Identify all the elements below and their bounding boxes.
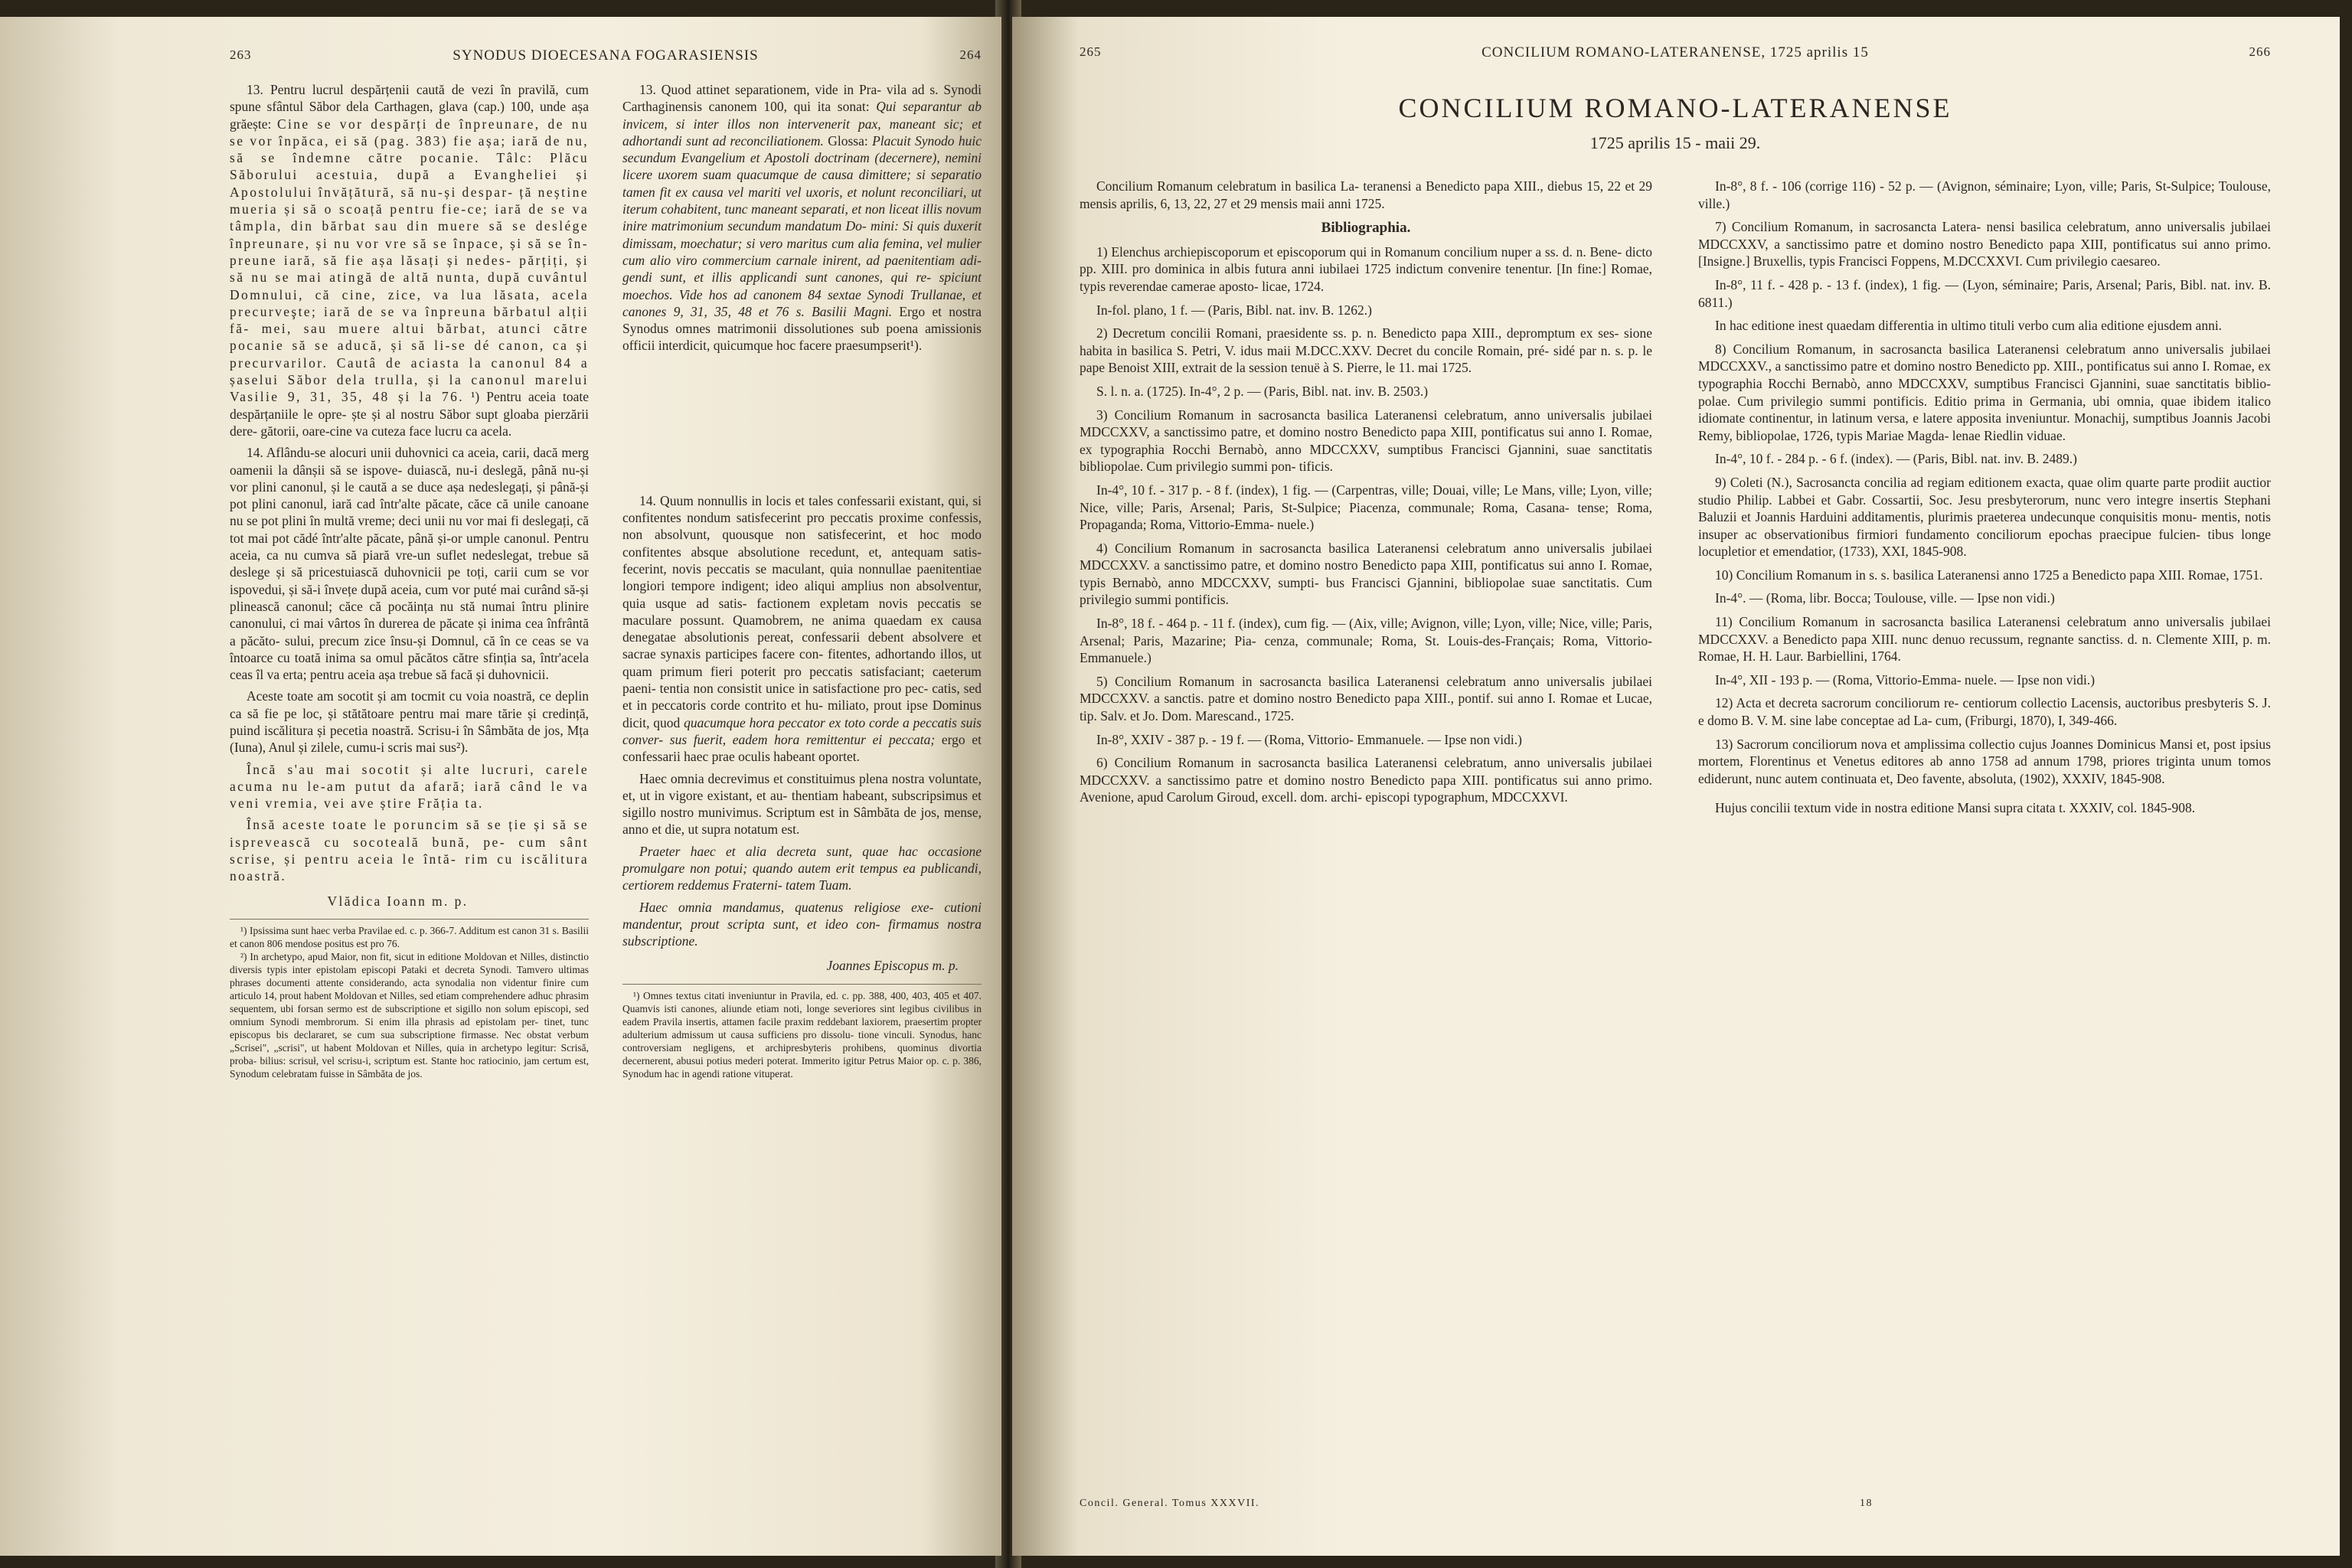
bib-edition: In-8°, 11 f. - 428 p. - 13 f. (index), 1 fig. — (Lyon, séminaire; Paris, Arsenal; Paris, Bibl. nat. inv. B. 6811.) xyxy=(1698,276,2271,310)
running-head-title: CONCILIUM ROMANO-LATERANENSE, 1725 aprilis 15 xyxy=(1481,44,1869,60)
bib-entry: 8) Concilium Romanum, in sacrosancta basilica Lateranensi celebratum anno universalis jubilaei MDCCXXV., a sanctissimo patre et domino nostro Benedicto pp. XIII., pontificatus sui anno I. Romae, ex typographia Rocchi Bernabò, anno MDCCXXV, sumptibus Francisci Gjannini, suae sanctitatis biblio- polae. Cum privilegio summi pontificis. Editio prima in Germania, ubi omnia, quae ibidem italico idiomate continentur, in latinum versa, e latere apposita inveniuntur. Monachij, sumptibus Joannis Jacobi Remy, bibliopolae, 1726, typis Mariae Magda- lenae Riedlin viduae. xyxy=(1698,341,2271,443)
bib-entry: 2) Decretum concilii Romani, praesidente ss. p. n. Benedicto papa XIII., depromptum ex ses- sione habita in basilica S. Petri, V. idus maii M.DCC.XXV. Decret du concile Romain, pré- sidé par n. s. p. le pape Benoist XIII, extrait de la session tenuë à S. Pierre, le 11. mai 1725. xyxy=(1080,325,1652,376)
footnote: ²) In archetypo, apud Maior, non fit, sicut in editione Moldovan et Nilles, distinctio diversis typis inter epistolam episcopi Pataki et decreta Synodi. Tamvero ultimas phrases documenti attente considerando, acta synodalia non videntur finire cum articulo 14, prout habent Moldovan et Nilles, sed etiam comprehendere adhuc phrasim sequentem, ubi forsan sermo est de subscriptione et sigillo non solum episcopi, sed omnium Synodi membrorum. Si enim illa phrasis ad epistolam per- tinet, tunc episcopus bis declararet, se cum sua subscriptione firmasse. Nec obstat verbum „Scrisei", „scrisi", ut habent Moldovan et Nilles, quia in archetypo legitur: Scrisă, proba- bilius: scrisuł, vel scrisu-i, scriptum est. Stante hoc ratiocinio, jam certum est, Synodum celebratam fuisse in Sâmbăta de jos. xyxy=(230,950,589,1080)
page-footer xyxy=(1080,1498,2271,1510)
bib-edition: In-fol. plano, 1 f. — (Paris, Bibl. nat. inv. B. 1262.) xyxy=(1096,302,1373,318)
bib-entry: 10) Concilium Romanum in s. s. basilica Lateranensi anno 1725 a Benedicto papa XIII. Romae, 1751. xyxy=(1715,567,2263,583)
paragraph: Haec omnia decrevimus et constituimus plena nostra voluntate, et, ut in vigore existant, et au- thentiam habeant, subscripsimus et sigillo nostro munivimus. Scriptum est in Sâmbăta de jos, mense, anno et die, ut supra notatum est. xyxy=(622,770,982,838)
bib-entry: 12) Acta et decreta sacrorum conciliorum re- centiorum collectio Lacensis, auctoribus presbyteris S. J. e domo B. V. M. sine labe conceptae ad La- cum, (Friburgi, 1870), I, 349-466. xyxy=(1698,695,2271,729)
running-head-title: SYNODUS DIOECESANA FOGARASIENSIS xyxy=(452,47,759,64)
paragraph: Însă aceste toate le poruncim să se ție și să se isprevească cu socoteală bună, pe- cum sânt scrise, și pentru aceia le întă- rim cu iscălitura noastră. xyxy=(230,817,589,884)
page-subtitle: 1725 aprilis 15 - maii 29. xyxy=(1589,133,1761,152)
running-head xyxy=(230,47,982,64)
paragraph: Concilium Romanum celebratum in basilica La- teranensi a Benedicto papa XIII., diebus 15, 22 et 29 mensis aprilis, 6, 13, 22, 27 et 29 mensis maii anni 1725. xyxy=(1080,178,1652,211)
spaced-text: Cine se vor despărți de înpreunare, de nu se vor înpăca, ei să (pag. 383) fie așa; iară de nu, să se îndemne către pocanie. Tâlc: Plăcu Săborului acestuia, după a Evangheliei și Apostolului învățătură, să nu-și despar- ță neștine mueria și să o scoață pentru fie-ce; iară de se va tâmpla, din bărbat sau din muere să se deslége înpreunare, și nu vor vre să se înpace, și să se în- preune iară, să fie așa lăsați și nedes- părțiți, și să nu se mai atingă de altă nunta, după cuvântul Domnului, că cine, zice, va lua lăsata, acela precurveşte; iară de se va înpreuna bărbatul alții fă- mei, sau muere altui bărbat, atunci către pocanie să se aducă, și să li-se dé canon, ca și precurvarilor. Cautâ de aciasta la canonul 84 a șaselui Săbor dela trulla, și la canonul marelui Vasilie 9, 31, 35, 48 și la 76. xyxy=(230,116,590,405)
italic-text: Qui separantur ab invicem, si inter illos non intervenerit pax, maneant sic; et adhortandi sunt ad reconciliationem. xyxy=(622,99,982,149)
paragraph: 13. Quod attinet separationem, vide in Pra- vila ad s. Synodi Carthaginensis canonem 100, qui ita sonat: xyxy=(622,82,982,115)
paragraph: ergo et confessarii haec prae oculis habeant oportet. xyxy=(622,731,982,765)
bib-entry: 6) Concilium Romanum in sacrosancta basilica Lateranensi celebratum, anno universalis jubilaei MDCCXXV. a sanctissimo patre et domino nostro Benedicto papa XIII. pontificatus sui anno primo. Avenione, apud Carolum Giroud, excell. dom. archi- episcopi typographum, MDCCXXVI. xyxy=(1080,755,1652,805)
right-page xyxy=(1012,17,2340,1556)
bib-entry: 7) Concilium Romanum, in sacrosancta Latera- nensi basilica celebratum, anno universalis jubilaei MDCCXXV, a sanctissimo patre et domino nostro Benedicto papa XIII, pontificatus sui anno primo. [Insigne.] Bruxellis, typis Francisci Foppens, M.DCCXXVI. Cum privilegio caesareo. xyxy=(1698,219,2271,270)
italic-text: Placuit Synodo huic secundum Evangelium et Apostoli doctrinam (decernere), nemini licere uxorem suam quacumque de causa dimittere; si separatio tamen fit ex causa vel mariti vel uxoris, et nolunt reconciliari, ut iterum cohabitent, tunc maneant separati, et non liceat illis novum inire matrimonium secundum mandatum Do- mini: Si quis duxerit dimissam, moechatur; si vero maritus cum alia femina, vel mulier cum alio viro commercium carnale inirent, ad paenitentiam adi- gendi sunt, et illis applicandi sunt canones, qui re- spiciunt moechos. Vide hos ad canonem 84 sextae Synodi Trullanae, et canones 9, 31, 35, 48 et 76 s. Basilii Magni. xyxy=(622,132,982,319)
bib-edition: In-4°, XII - 193 p. — (Roma, Vittorio-Emma- nuele. — Ipse non vidi.) xyxy=(1715,671,2096,688)
romanian-column xyxy=(230,81,589,1080)
paragraph: Glossa: xyxy=(828,132,868,149)
footer-title: Concil. General. Tomus XXXVII. xyxy=(1080,1498,1260,1509)
bib-edition: In-4°, 10 f. - 317 p. - 8 f. (index), 1 fig. — (Carpentras, ville; Douai, ville; Le Mans, ville; Lyon, ville; Nice, ville; Paris, Arsenal; Paris, St-Sulpice; Piacenza, communale; Roma, Casana- tense; Roma, Propaganda; Roma, Vittorio-Emma- nuele.) xyxy=(1080,482,1652,533)
footnotes xyxy=(230,919,589,1080)
bibliography-column-1 xyxy=(1080,178,1652,823)
closing-note: Hujus concilii textum vide in nostra editione Mansi supra citata t. XXXIV, col. 1845-908. xyxy=(1715,800,2196,816)
page-number: 266 xyxy=(2249,44,2271,59)
signature: Joannes Episcopus m. p. xyxy=(826,958,959,974)
bib-entry: 4) Concilium Romanum in sacrosancta basilica Lateranensi celebratum anno universalis jubilaei MDCCXXV. a sanctissimo patre, et domino nostro Benedicto papa XIII, pontificatus sui anno I. Romae, typis Bernabò, anno MDCCXXV, sumpti- bus Francisci Gjannini, bibliopolae suae sanctitatis. Cum privilegio summi pontificis. xyxy=(1080,540,1652,608)
bib-edition: S. l. n. a. (1725). In-4°, 2 p. — (Paris, Bibl. nat. inv. B. 2503.) xyxy=(1096,383,1429,399)
paragraph: 14. Quum nonnullis in locis et tales confessarii existant, qui, si confitentes nondum satisfecerint pro peccatis proxime confessis, non absolvunt, quousque non satisfecerint, et hoc modo confitentes absque absolutione recedunt, et, antequam satis- fecerint, novis peccatis se maculant, quia nonnullae paenitentiae longiori tempore indigent; ideo aliqui amplius non absolventur, quia usque ad satis- factionem expletam novis peccatis se maculare possunt. Quamobrem, ne anima quaedam ex causa denegatae absolutionis pereat, confessarii debent absolvere et sacrae synaxis participes facere con- fitentes, adhortando illos, ut quam primum fieri poterit pro peccatis satisfaciant; caeterum paeni- tentia non consistit unice in satisfactione pro pec- catis, sed et in peccatoris corde contrito et hu- miliato, prout ipse Dominus dicit, quod xyxy=(622,492,982,730)
page-number: 264 xyxy=(959,47,982,62)
paragraph: ¹) Pentru aceia toate despărțaniile le opre- ște și al nostru Săbor supt gloaba pierzării dere- gătorii, oare-cine va cuteza face lucru ca acela. xyxy=(230,389,589,439)
bib-edition: In-4°, 10 f. - 284 p. - 6 f. (index). — (Paris, Bibl. nat. inv. B. 2489.) xyxy=(1715,451,2077,467)
paragraph: 13. Pentru lucrul despărțenii caută de vezi în pravilă, cum spune sfântul Săbor dela Carthagen, glava (cap.) 100, unde așa grăește: xyxy=(230,82,589,132)
left-page xyxy=(0,17,1001,1556)
bib-entry: 5) Concilium Romanum in sacrosancta basilica Lateranensi celebratum anno universalis jubilaei MDCCXXV. a sanctis. patre et domino nostro Benedicto papa XIII., pontif. sui anno I. Romae et Lucae, tip. Salv. et Jo. Dom. Marescand., 1725. xyxy=(1080,673,1652,724)
signature-mark: 18 xyxy=(1860,1498,1873,1509)
two-columns xyxy=(1080,178,2271,823)
paragraph: 14. Aflându-se alocuri unii duhovnici ca aceia, carii, dacă merg oamenii la dânșii să se ispove- duiască, nu-i deslegă, până nu-și vor plini canonul, și le caută a se duce așa nedeslegați, și până-și pot plini canonul, iară cad într'alte păcate, căce că unile canoane nu se pot plini în multă vreme; deci unii nu vor mai fi deslegați, că tot mai pot cădé într'alte păcate, până și-or umple canonul. Pentru aceia, ca nu cumva să piară vre-un suflet nedeslegat, trebue să deslege și să pricestuiască duhovnicii pe toți, carii cum se vor ispovedui, și să-i învețe după aceia, cum vor puté mai curând să-și plinească canonul; căce că pocăința nu stă numai întru plinire canonului, ci mai vârtos în durerea de păcate și inima cea înfrântă a păcăto- sului, precum zice însu-și Domnul, că în ce ceas se va întoarce cu toată inima sa omul păcătos către sfinția sa, într'acela ceas îl va erta; pentru aceia așa trebue să facă și duhovnicii. xyxy=(230,445,589,683)
two-columns xyxy=(230,81,982,1080)
bib-edition: In-8°, 8 f. - 106 (corrige 116) - 52 p. — (Avignon, séminaire; Lyon, ville; Paris, St-Sulpice; Toulouse, ville.) xyxy=(1698,178,2271,211)
paragraph: Haec omnia mandamus, quatenus religiose exe- cutioni mandentur, prout scripta sunt, et ideo con- firmamus nostra subscriptione. xyxy=(622,899,982,949)
footnote: ¹) Ipsissima sunt haec verba Pravilae ed. c. p. 366-7. Additum est canon 31 s. Basilii et canon 806 mendose positus est pro 76. xyxy=(230,924,589,949)
page-number: 263 xyxy=(230,47,252,62)
bib-edition: In-4°. — (Roma, libr. Bocca; Toulouse, ville. — Ipse non vidi.) xyxy=(1715,590,2055,606)
page-number: 265 xyxy=(1080,44,1102,59)
bib-edition: In-8°, 18 f. - 464 p. - 11 f. (index), cum fig. — (Aix, ville; Avignon, ville; Lyon, ville; Nice, ville; Paris, Arsenal; Paris, Mazarine; Pia- cenza, communale; Roma, St. Louis-des-Français; Roma, Vittorio-Emmanuele.) xyxy=(1080,616,1652,666)
bib-edition: In-8°, XXIV - 387 p. - 19 f. — (Roma, Vittorio- Emmanuele. — Ipse non vidi.) xyxy=(1096,731,1522,747)
paragraph: Încă s'au mai socotit și alte lucruri, carele acuma nu le-am putut da afară; iară când le va veni vremia, vei ave știre Frăția ta. xyxy=(230,761,589,812)
bib-entry: 13) Sacrorum conciliorum nova et amplissima collectio cujus Joannes Dominicus Mansi et, post ipsius mortem, Florentinus et Venetus editores ab anno 1758 ad annum 1798, priores triginta unum tomos ediderunt, nunc autem continuata et, Deo favente, absoluta, (1902), XXXIV, 1845-908. xyxy=(1698,736,2271,786)
paragraph: Praeter haec et alia decreta sunt, quae hac occasione promulgare non potui; quando autem erit tempus ea publicandi, certiorem reddemus Fraterni- tatem Tuam. xyxy=(622,843,982,893)
bib-entry: 1) Elenchus archiepiscoporum et episcoporum qui in Romanum concilium nuper a ss. d. n. Bene- dicto pp. XIII. pro dominica in albis futura anni iubilaei 1725 indictum convenire tenentur. [In fine:] Romae, typis reverendae camerae aposto- licae, 1724. xyxy=(1080,243,1652,294)
bib-note: In hac editione inest quaedam differentia in ultimo tituli verbo cum alia editione ejusdem anni. xyxy=(1715,318,2223,334)
footnote: ¹) Omnes textus citati inveniuntur in Pravila, ed. c. pp. 388, 400, 403, 405 et 407. Quamvis isti canones, aliunde etiam noti, longe severiores sint legibus civilibus in eadem Pravila insertis, attamen facile praxim reddebant laxiorem, praesertim propter adulterium admissum ut causa sufficiens pro dissolu- tione vinculi. Synodus, hanc controversiam negligens, et archipresbyteris prohibens, quominus divortia decernerent, abusui potius mederi poterat. Immerito igitur Petrus Maior op. c. p. 386, Synodum hac in agendi ratione vituperat. xyxy=(622,989,982,1080)
paragraph: Ergo et nostra Synodus omnes matrimonii dissolutiones sub poena amissionis officii interdicit, quicumque hoc facere praesumpserit¹). xyxy=(622,303,982,354)
running-head xyxy=(1080,44,2271,61)
footnotes xyxy=(622,984,982,1080)
bib-entry: 9) Coleti (N.), Sacrosancta concilia ad regiam editionem exacta, quae olim quarte parte prodiit auctior studio Philip. Labbei et Gabr. Cossartii, Soc. Jesu presbyterorum, nunc vero integre insertis Stephani Baluzii et Joannis Harduini additamentis, plurimis praeterea undecunque conquisitis monu- mentis, notis insuper ac observationibus firmiori fundamento conciliorum epochas praecipue fulcien- tibus longe locupletior et emendatior, (1733), XXI, 1845-908. xyxy=(1698,474,2271,560)
bib-entry: 11) Concilium Romanum in sacrosancta basilica Lateranensi celebratum anno universalis jubilaei MDCCXXV. a Benedicto papa XIII. nunc denuo recussum, regnante sanctiss. d. n. Clemente XIII, p. m. Romae, H. H. Laur. Barbiellini, 1764. xyxy=(1698,614,2271,665)
page-title: CONCILIUM ROMANO-LATERANENSE xyxy=(1398,93,1952,123)
latin-column xyxy=(622,81,982,1080)
section-heading: Bibliographia. xyxy=(1321,220,1411,237)
italic-text: quacumque hora peccator ex toto corde a peccatis suis conver- sus fuerit, eadem hora remittentur ei peccata; xyxy=(622,714,982,747)
signature: Vlădica Ioann m. p. xyxy=(327,893,469,909)
paragraph: Aceste toate am socotit și am tocmit cu voia noastră, ce deplin ca să fie pe loc, și stătătoare pentru mai mare tărie și credință, puind iscălitura și pecetia noastră. Scrisu-i în Sâmbăta de jos, Mța (Iuna), Anul și zilele, cumu-i scris mai sus²). xyxy=(230,688,589,756)
bibliography-column-2 xyxy=(1698,178,2271,823)
bib-entry: 3) Concilium Romanum in sacrosancta basilica Lateranensi celebratum, anno universalis jubilaei MDCCXXV, a sanctissimo patre, et domino nostro Benedicto papa XIII, pontificatus sui anno I. Romae, ex typographia Rocchi Bernabò, anno MDCCXXV, sumptibus Francisci Gjannini, suae sanctitatis bibliopolae. Cum privilegio summi pon- tificis. xyxy=(1080,407,1652,475)
